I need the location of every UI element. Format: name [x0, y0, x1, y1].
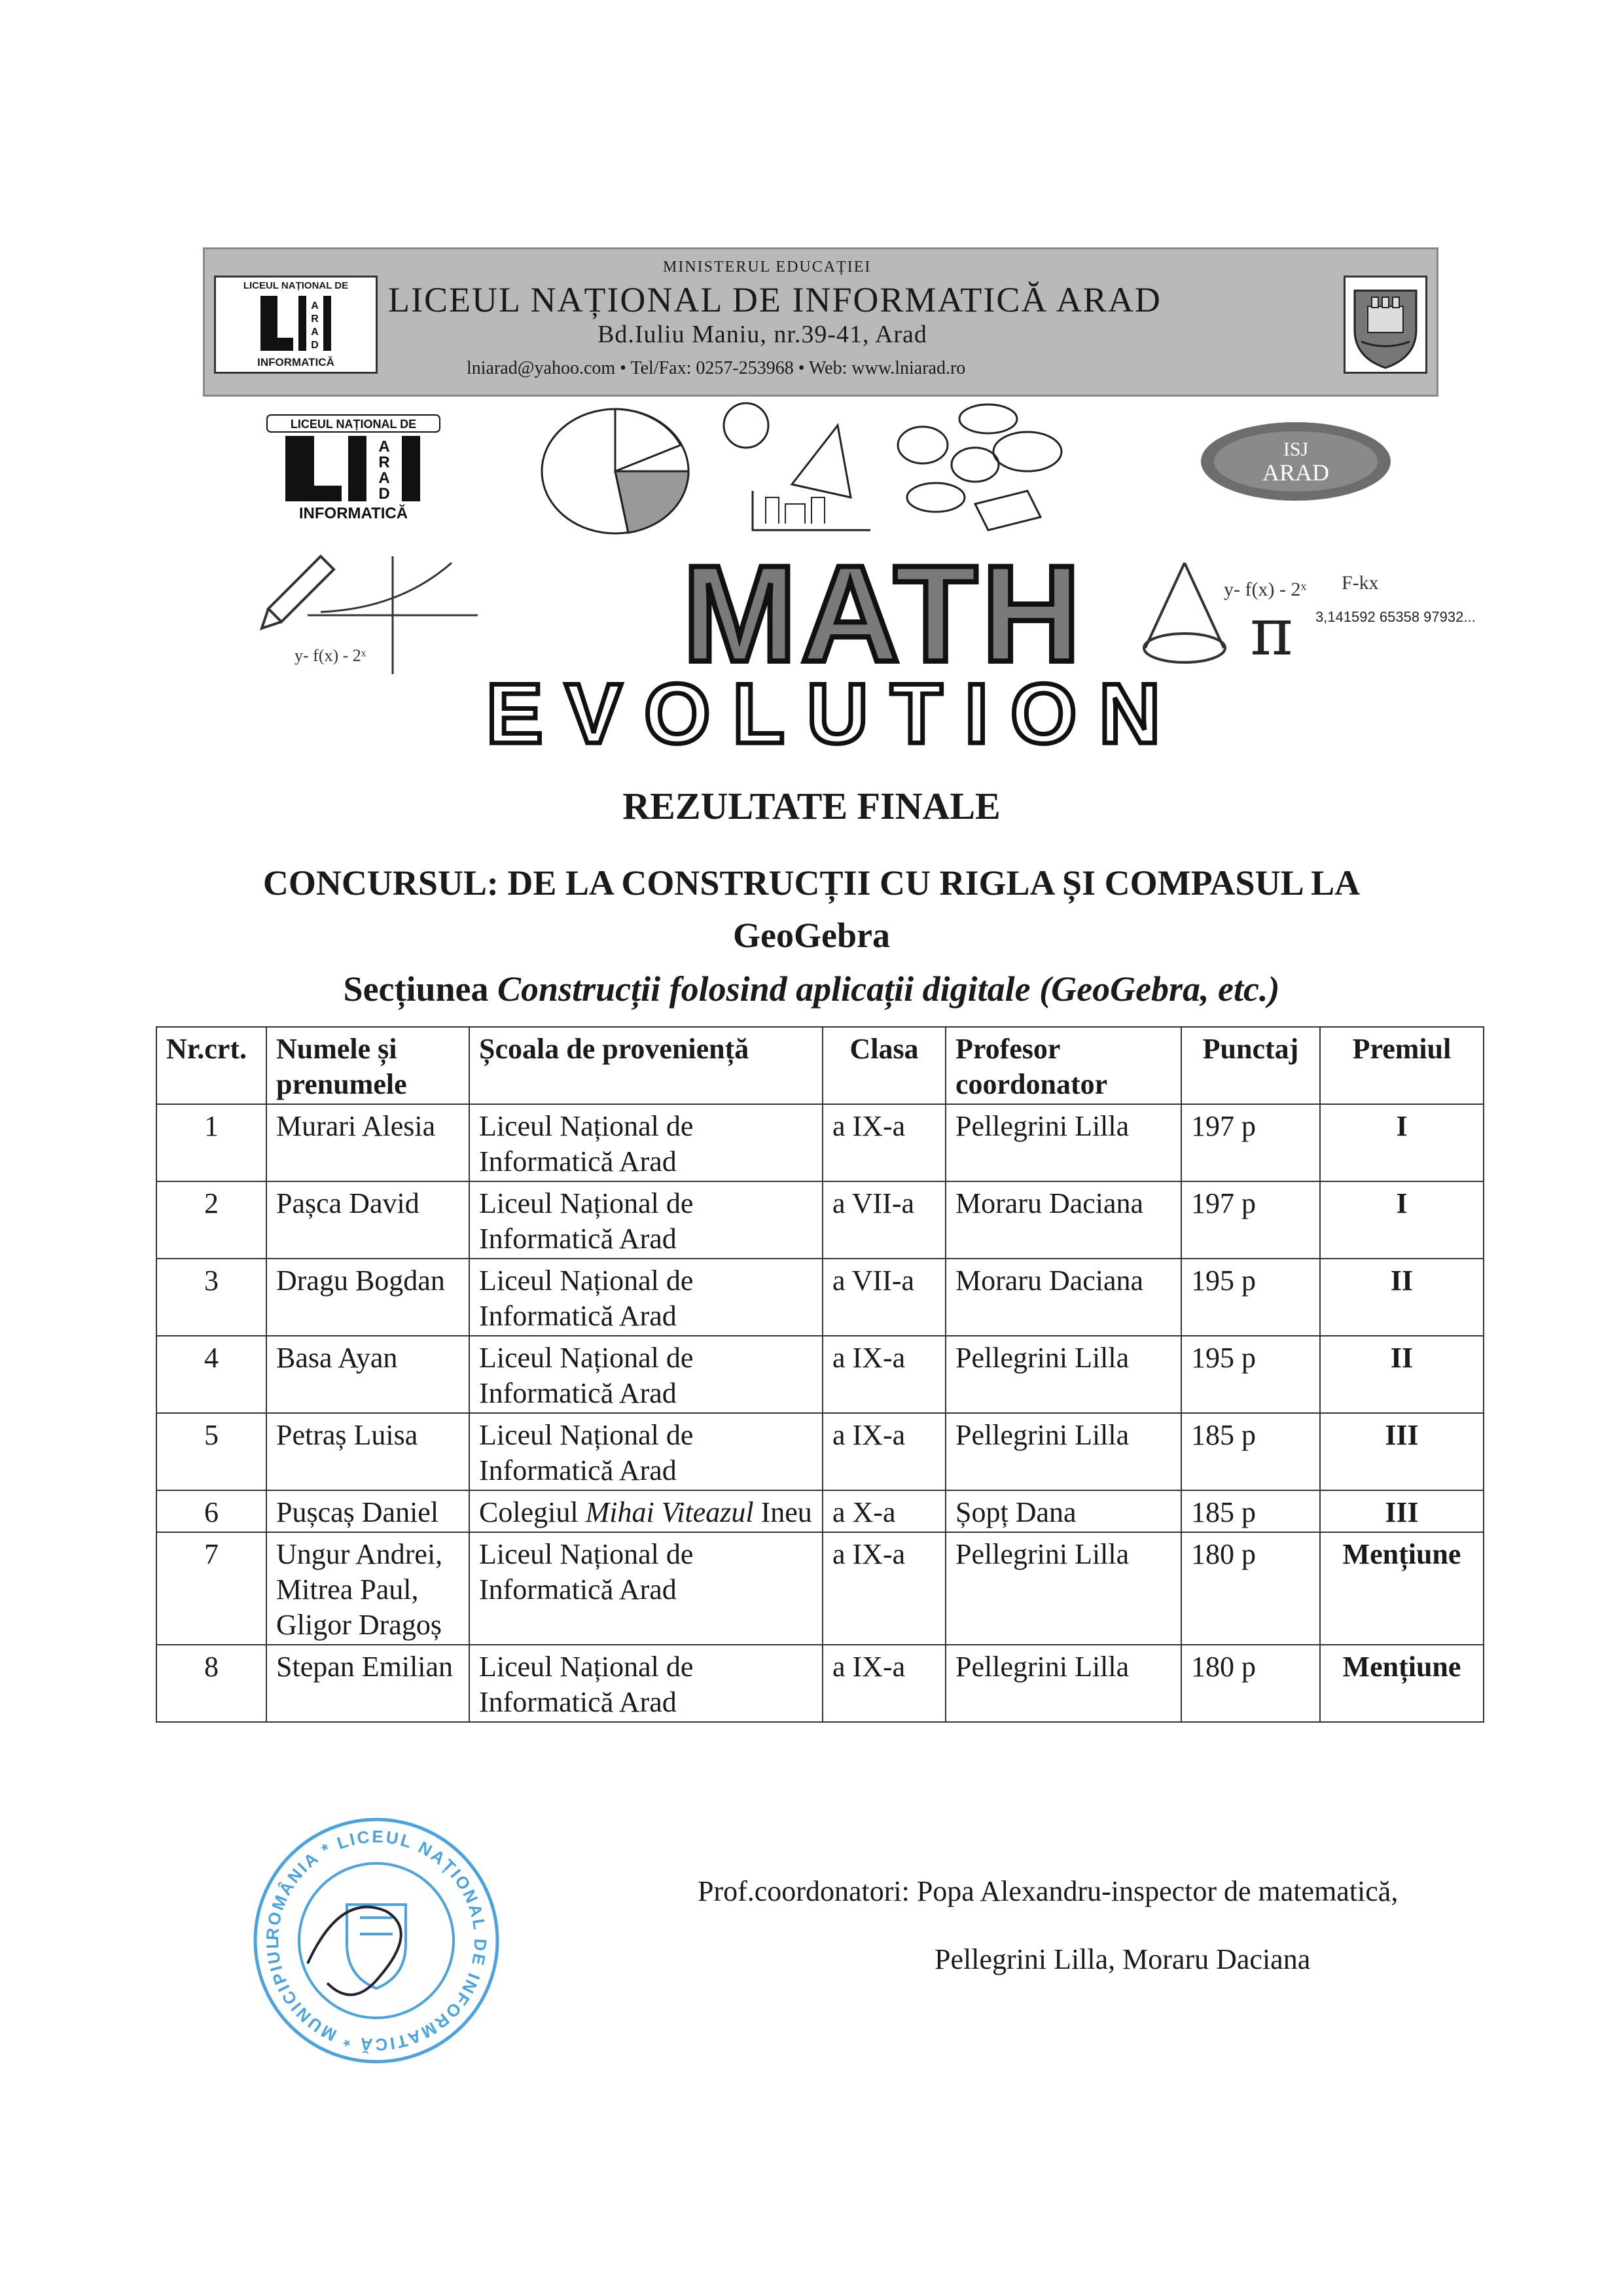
table-header-row	[156, 1027, 1484, 1104]
table-row	[156, 1259, 1484, 1336]
section-title	[0, 969, 1623, 1009]
cell-school: Liceul Național de Informatică Arad	[469, 1532, 823, 1645]
stamp-crest-icon	[347, 1905, 406, 1988]
svg-text:ROMÂNIA * LICEUL NAȚIONAL DE I: ROMÂNIA * LICEUL NAȚIONAL DE INFORMATICĂ * MUNICIPIUL	[262, 1826, 491, 2055]
cell-name: Ungur Andrei, Mitrea Paul, Gligor Dragoș	[266, 1532, 469, 1645]
section-name: Construcții folosind aplicații digitale (GeoGebra, etc.)	[497, 969, 1280, 1009]
cell-name: Petraș Luisa	[266, 1413, 469, 1490]
table-row	[156, 1490, 1484, 1532]
svg-text:y- f(x) - 2ˣ: y- f(x) - 2ˣ	[294, 646, 366, 665]
cell-name: Pușcaș Daniel	[266, 1490, 469, 1532]
svg-text:3,141592 65358 97932...: 3,141592 65358 97932...	[1315, 609, 1476, 625]
cell-teacher: Pellegrini Lilla	[946, 1532, 1181, 1645]
cell-prize: III	[1320, 1413, 1484, 1490]
school-logo	[214, 276, 378, 374]
logo-bottom-text: INFORMATICĂ	[257, 356, 334, 368]
cell-prize: Mențiune	[1320, 1532, 1484, 1645]
cell-school: Liceul Național de Informatică Arad	[469, 1645, 823, 1722]
pi-icon: π	[1250, 594, 1293, 670]
ln-logo-mark	[257, 295, 335, 353]
cell-prize: III	[1320, 1490, 1484, 1532]
cell-nr: 5	[156, 1413, 266, 1490]
svg-text:F-kx: F-kx	[1342, 572, 1379, 594]
cell-class: a VII-a	[823, 1259, 946, 1336]
city-crest-icon	[1344, 276, 1427, 374]
cell-nr: 6	[156, 1490, 266, 1532]
evolution-wordmark: EVOLUTION	[486, 666, 1183, 761]
official-stamp	[249, 1813, 504, 2068]
svg-text:y- f(x) - 2ˣ: y- f(x) - 2ˣ	[1224, 579, 1307, 600]
school-address: Bd.Iuliu Maniu, nr.39-41, Arad	[597, 321, 927, 348]
cell-nr: 7	[156, 1532, 266, 1645]
school-title: LICEUL NAȚIONAL DE INFORMATICĂ ARAD	[388, 280, 1162, 319]
coordinators-line1: Prof.coordonatori: Popa Alexandru-inspector de matematică,	[698, 1875, 1399, 1907]
table-row	[156, 1104, 1484, 1181]
math-wordmark: MATH	[682, 537, 1085, 691]
cell-score: 197 p	[1181, 1181, 1320, 1259]
cell-school: Liceul Național de Informatică Arad	[469, 1336, 823, 1413]
cell-prize: Mențiune	[1320, 1645, 1484, 1722]
col-header-name: Numele și prenumele	[266, 1027, 469, 1104]
cell-teacher: Moraru Daciana	[946, 1259, 1181, 1336]
school-italic-name: Mihai Viteazul	[585, 1496, 754, 1528]
cell-class: a IX-a	[823, 1413, 946, 1490]
svg-text:R: R	[311, 314, 319, 325]
coordinators-line2: Pellegrini Lilla, Moraru Daciana	[935, 1943, 1311, 1975]
cell-teacher: Moraru Daciana	[946, 1181, 1181, 1259]
ministry-name: MINISTERUL EDUCAȚIEI	[663, 259, 872, 276]
cell-score: 195 p	[1181, 1259, 1320, 1336]
cell-school: Liceul Național de Informatică Arad	[469, 1181, 823, 1259]
svg-text:ISJ: ISJ	[1283, 439, 1309, 460]
cell-name: Pașca David	[266, 1181, 469, 1259]
cone-icon	[1144, 563, 1225, 662]
cell-school: Liceul Național de Informatică Arad	[469, 1413, 823, 1490]
cell-teacher: Șopț Dana	[946, 1490, 1181, 1532]
svg-text:R: R	[378, 454, 390, 471]
math-evolution-art	[229, 537, 1476, 761]
school-prefix: Colegiul	[479, 1496, 579, 1528]
cell-teacher: Pellegrini Lilla	[946, 1413, 1181, 1490]
cell-prize: II	[1320, 1259, 1484, 1336]
cell-nr: 4	[156, 1336, 266, 1413]
cell-prize: II	[1320, 1336, 1484, 1413]
school-contact: lniarad@yahoo.com • Tel/Fax: 0257-253968 • Web: www.lniarad.ro	[467, 358, 966, 378]
svg-text:D: D	[378, 485, 390, 503]
table-row	[156, 1336, 1484, 1413]
svg-text:A: A	[378, 469, 390, 487]
cell-score: 180 p	[1181, 1532, 1320, 1645]
cell-teacher: Pellegrini Lilla	[946, 1645, 1181, 1722]
page-title: REZULTATE FINALE	[622, 785, 1001, 827]
cell-score: 197 p	[1181, 1104, 1320, 1181]
cell-nr: 8	[156, 1645, 266, 1722]
cell-nr: 2	[156, 1181, 266, 1259]
table-row	[156, 1413, 1484, 1490]
cell-name: Stepan Emilian	[266, 1645, 469, 1722]
isj-badge	[1198, 419, 1394, 504]
cell-score: 195 p	[1181, 1336, 1320, 1413]
pencil-icon	[262, 556, 334, 628]
svg-text:INFORMATICĂ: INFORMATICĂ	[298, 505, 408, 522]
svg-text:A: A	[378, 438, 390, 456]
cell-class: a IX-a	[823, 1645, 946, 1722]
cell-teacher: Pellegrini Lilla	[946, 1104, 1181, 1181]
svg-text:A: A	[311, 300, 319, 312]
cell-nr: 1	[156, 1104, 266, 1181]
cell-nr: 3	[156, 1259, 266, 1336]
math-doodles	[530, 399, 1119, 550]
table-row	[156, 1532, 1484, 1645]
col-header-score: Punctaj	[1181, 1027, 1320, 1104]
cell-school: Liceul Național de Informatică Arad	[469, 1104, 823, 1181]
cell-class: a IX-a	[823, 1532, 946, 1645]
svg-text:D: D	[311, 340, 319, 351]
school-suffix: Ineu	[760, 1496, 812, 1528]
table-row	[156, 1645, 1484, 1722]
cell-score: 185 p	[1181, 1490, 1320, 1532]
cell-class: a IX-a	[823, 1104, 946, 1181]
cell-score: 180 p	[1181, 1645, 1320, 1722]
cell-score: 185 p	[1181, 1413, 1320, 1490]
cell-school: Liceul Național de Informatică Arad	[469, 1259, 823, 1336]
table-row	[156, 1181, 1484, 1259]
contest-title: CONCURSUL: DE LA CONSTRUCȚII CU RIGLA ȘI COMPASUL LA	[262, 863, 1361, 903]
cell-class: a X-a	[823, 1490, 946, 1532]
col-header-class: Clasa	[823, 1027, 946, 1104]
col-header-prize: Premiul	[1320, 1027, 1484, 1104]
contest-title-line2: GeoGebra	[733, 916, 890, 955]
svg-text:LICEUL NAȚIONAL DE: LICEUL NAȚIONAL DE	[290, 418, 417, 431]
results-table	[156, 1026, 1484, 1723]
svg-text:ARAD: ARAD	[1262, 459, 1330, 486]
header-banner	[203, 247, 1438, 397]
col-header-teacher: Profesor coordonator	[946, 1027, 1181, 1104]
col-header-school: Școala de proveniență	[469, 1027, 823, 1104]
cell-name: Basa Ayan	[266, 1336, 469, 1413]
cell-prize: I	[1320, 1104, 1484, 1181]
cell-prize: I	[1320, 1181, 1484, 1259]
cell-school	[469, 1490, 823, 1532]
cell-name: Murari Alesia	[266, 1104, 469, 1181]
cell-class: a VII-a	[823, 1181, 946, 1259]
svg-text:A: A	[311, 327, 319, 338]
col-header-nr: Nr.crt.	[156, 1027, 266, 1104]
school-logo-large	[262, 412, 445, 524]
cell-teacher: Pellegrini Lilla	[946, 1336, 1181, 1413]
logo-top-text: LICEUL NAȚIONAL DE	[243, 280, 349, 291]
section-label: Secțiunea	[343, 969, 489, 1009]
cell-name: Dragu Bogdan	[266, 1259, 469, 1336]
cell-class: a IX-a	[823, 1336, 946, 1413]
